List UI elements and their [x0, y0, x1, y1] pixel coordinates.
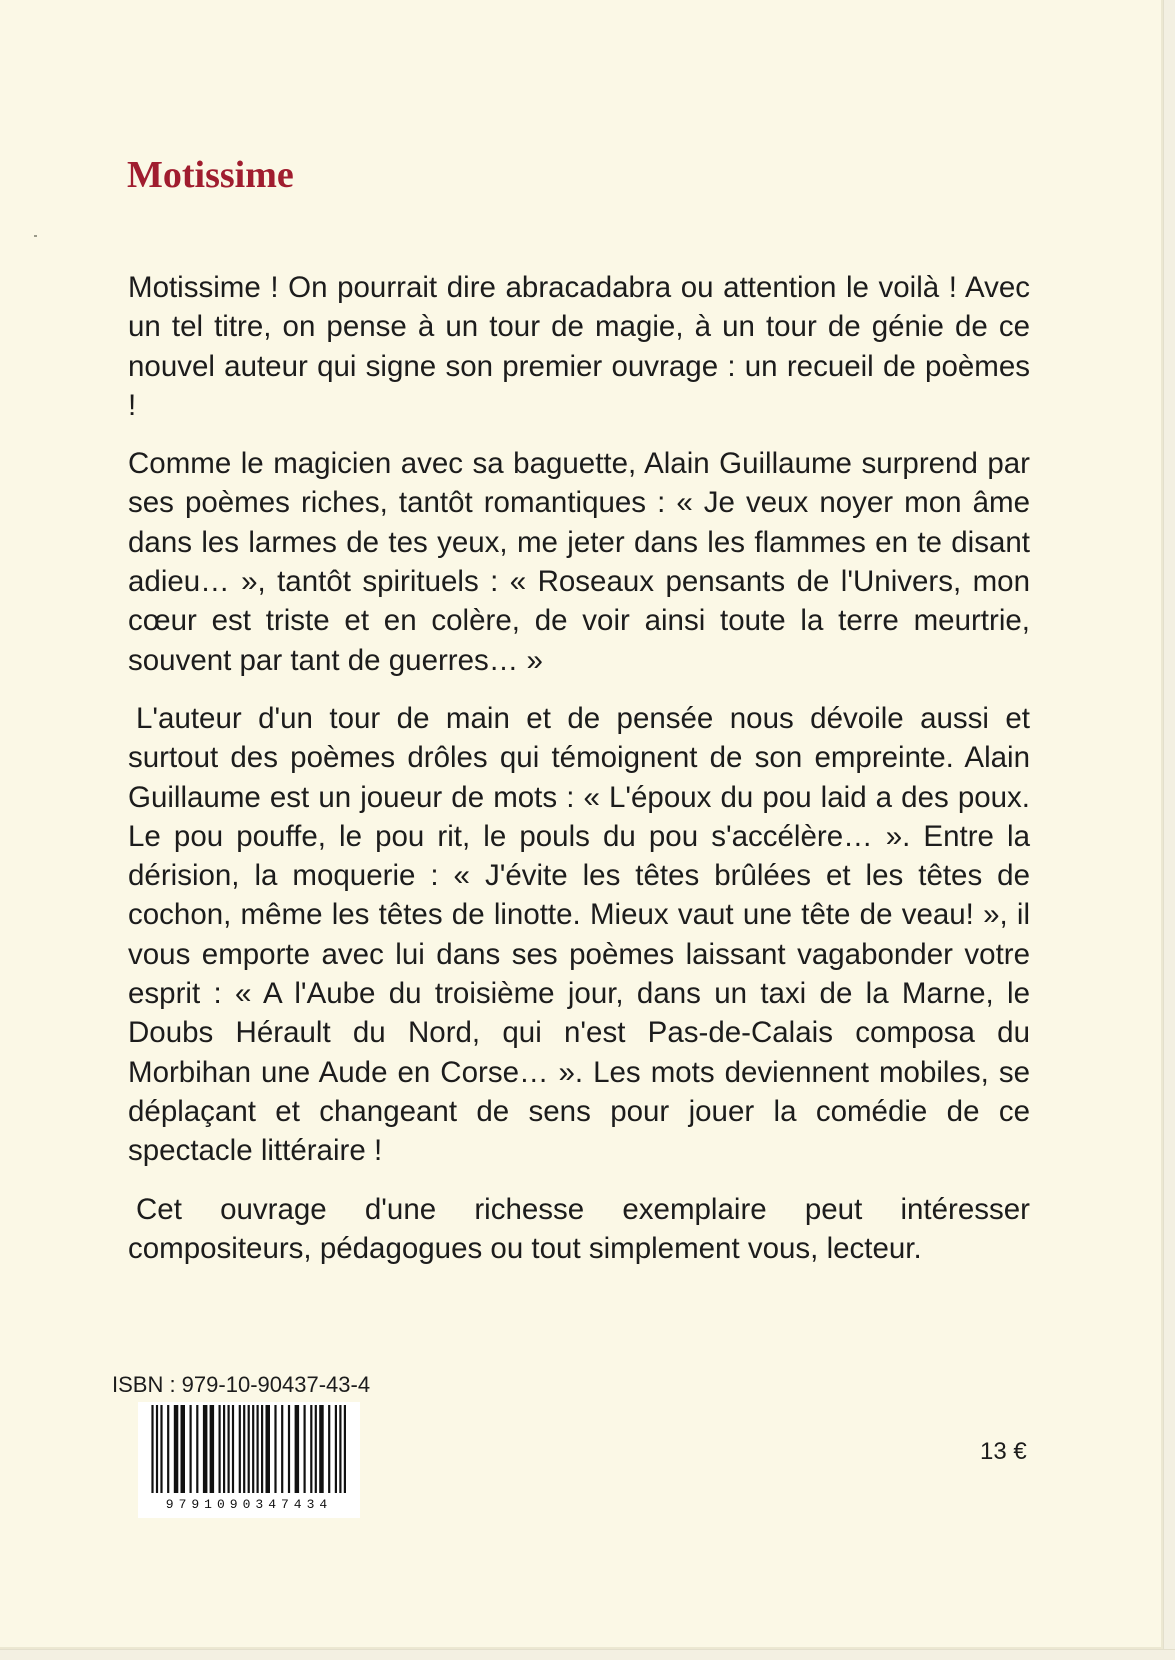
- barcode-bars: [148, 1405, 350, 1497]
- scan-speck: [34, 235, 37, 237]
- barcode-bar: [328, 1405, 330, 1493]
- barcode-bar: [274, 1405, 276, 1493]
- price-label: 13 €: [980, 1438, 1027, 1465]
- barcode-bar: [223, 1405, 225, 1493]
- barcode-bar: [295, 1405, 300, 1493]
- blurb-text: [128, 268, 1030, 1287]
- barcode-bar: [151, 1405, 153, 1493]
- barcode-bar: [196, 1405, 198, 1493]
- barcode: [138, 1402, 360, 1518]
- barcode-bar: [339, 1405, 341, 1493]
- barcode-bar: [243, 1405, 245, 1493]
- blurb-paragraph-4: Cet ouvrage d'une richesse exemplaire peut intéresser compositeurs, pédagogues ou tout simplement vous, lecteur.: [128, 1192, 1030, 1265]
- barcode-bar: [266, 1405, 271, 1493]
- scan-edge-bottom: [0, 1649, 1175, 1660]
- blurb-paragraph-2: Comme le magicien avec sa baguette, Alain Guillaume surprend par ses poèmes riches, tantôt romantiques : « Je veux noyer mon âme dans les larmes de tes yeux, me jeter dans les flammes en te disant adieu… », tantôt spirituels : « Roseaux pensants de l'Univers, mon cœur est triste et en colère, de voir ainsi toute la terre meurtrie, souvent par tant de guerres… »: [128, 447, 1030, 677]
- barcode-digits: 9791090347434: [165, 1497, 333, 1512]
- isbn-label: ISBN : 979-10-90437-43-4: [112, 1372, 371, 1397]
- barcode-bar: [167, 1405, 169, 1493]
- barcode-bar: [252, 1405, 254, 1493]
- barcode-bar: [315, 1405, 317, 1493]
- barcode-bar: [228, 1405, 230, 1493]
- barcode-bar: [210, 1405, 215, 1493]
- barcode-bar: [181, 1405, 186, 1493]
- barcode-bar: [203, 1405, 208, 1493]
- blurb-paragraph-1: Motissime ! On pourrait dire abracadabra ou attention le voilà ! Avec un tel titre, on pense à un tour de magie, à un tour de génie de ce nouvel auteur qui signe son premier ouvrage : un recueil de poèmes !: [128, 271, 1030, 422]
- barcode-bar: [335, 1405, 337, 1493]
- barcode-bar: [248, 1405, 250, 1493]
- barcode-bar: [310, 1405, 312, 1493]
- barcode-bar: [319, 1405, 324, 1493]
- barcode-bar: [281, 1405, 283, 1493]
- barcode-bar: [239, 1405, 241, 1493]
- book-title: Motissime: [127, 154, 294, 196]
- scan-edge-right: [1163, 0, 1175, 1659]
- barcode-bar: [304, 1405, 306, 1493]
- blurb-paragraph-3: L'auteur d'un tour de main et de pensée nous dévoile aussi et surtout des poèmes drôles qui témoignent de son empreinte. Alain Guillaume est un joueur de mots : « L'époux du pou laid a des poux. Le pou pouffe, le pou rit, le pouls du pou s'accélère… ». Entre la dérision, la moquerie : « J'évite les têtes brûlées et les têtes de cochon, même les têtes de linotte. Mieux vaut une tête de veau! », il vous emporte avec lui dans ses poèmes laissant vagabonder votre esprit : « A l'Aube du troisième jour, dans un taxi de la Marne, le Doubs Hérault du Nord, qui n'est Pas-de-Calais composa du Morbihan une Aude en Corse… ». Les mots deviennent mobiles, se déplaçant et changeant de sens pour jouer la comédie de ce spectacle littéraire !: [128, 701, 1030, 1168]
- barcode-bar: [156, 1405, 158, 1493]
- barcode-bar: [344, 1405, 346, 1493]
- barcode-bar: [232, 1405, 234, 1493]
- barcode-bar: [190, 1405, 192, 1493]
- barcode-bar: [174, 1405, 179, 1493]
- barcode-bar: [219, 1405, 221, 1493]
- barcode-bar: [160, 1405, 162, 1493]
- barcode-bar: [261, 1405, 263, 1493]
- barcode-bar: [288, 1405, 290, 1493]
- barcode-bar: [257, 1405, 259, 1493]
